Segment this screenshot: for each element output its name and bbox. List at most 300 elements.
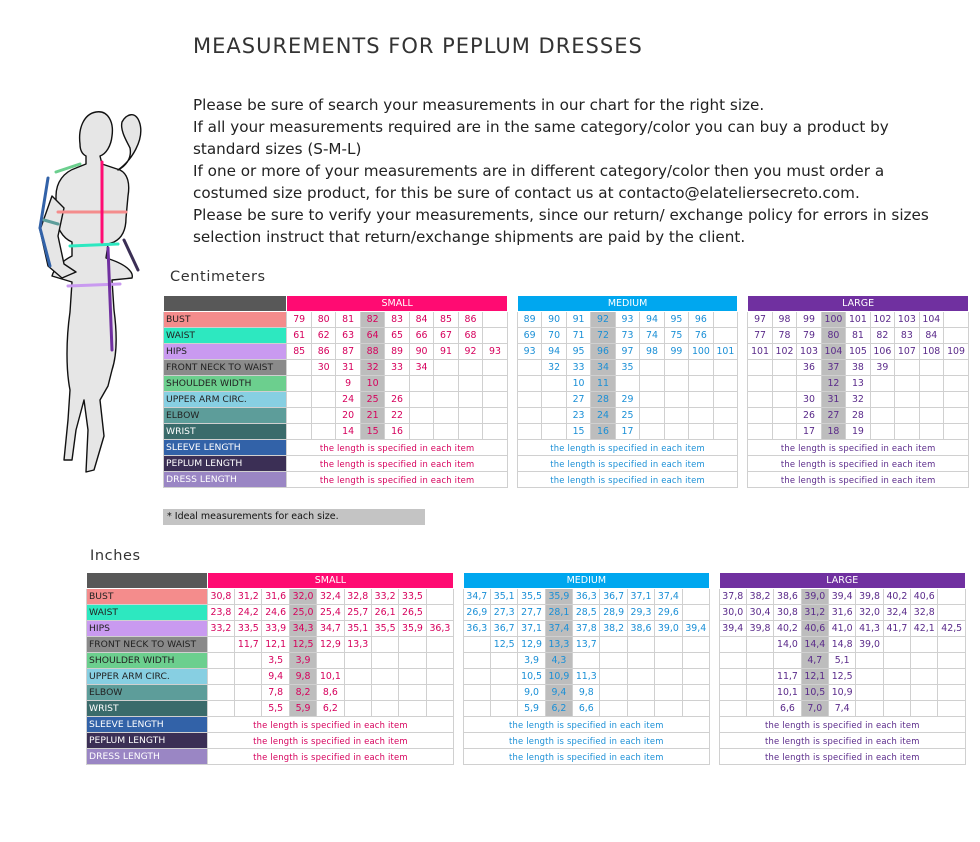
measurement-cell: 5,9: [289, 701, 316, 717]
measurement-cell: [748, 392, 772, 408]
table-row: [87, 637, 966, 653]
measurement-cell: 104: [919, 312, 943, 328]
measurement-cell: 36,3: [426, 621, 453, 637]
measurement-cell: [944, 376, 969, 392]
measurement-cell: 7,0: [801, 701, 828, 717]
measurement-cell: 27: [566, 392, 590, 408]
measurement-cell: 30,8: [774, 605, 801, 621]
measurement-cell: [713, 392, 738, 408]
measurement-cell: 86: [458, 312, 482, 328]
measurement-cell: [719, 653, 746, 669]
measurement-cell: [426, 669, 453, 685]
measurement-cell: 12,1: [262, 637, 289, 653]
intro-line-2: If all your measurements required are in the same category/color you can buy a product by standard sizes (S-M-L): [193, 118, 889, 158]
measurement-cell: 40,6: [911, 589, 938, 605]
measurement-cell: [399, 685, 426, 701]
measurement-cell: 74: [640, 328, 664, 344]
row-label: SHOULDER WIDTH: [87, 653, 208, 669]
measurement-cell: [600, 669, 627, 685]
measurement-cell: [870, 408, 894, 424]
measurement-cell: [399, 653, 426, 669]
measurement-cell: 41,7: [883, 621, 910, 637]
measurement-cell: [938, 701, 966, 717]
measurement-cell: 87: [336, 344, 360, 360]
measurement-cell: [615, 376, 639, 392]
measurement-cell: [682, 605, 709, 621]
measurement-cell: [207, 685, 234, 701]
measurement-cell: 35,9: [399, 621, 426, 637]
measurement-cell: [458, 360, 482, 376]
section-label-centimeters: Centimeters: [170, 269, 266, 285]
measurement-cell: 36,7: [600, 589, 627, 605]
measurement-cell: [371, 669, 398, 685]
measurement-cell: 97: [748, 312, 772, 328]
column-gap: [454, 637, 464, 653]
measurement-cell: 38,6: [774, 589, 801, 605]
measurement-cell: [600, 637, 627, 653]
measurement-cell: [207, 669, 234, 685]
measurement-cell: 102: [772, 344, 796, 360]
measurement-cell: 93: [517, 344, 541, 360]
measurement-cell: 79: [797, 328, 821, 344]
measurement-cell: 37,1: [627, 589, 654, 605]
measurement-cell: [235, 685, 262, 701]
measurement-cell: [463, 701, 490, 717]
measurement-cell: 97: [615, 344, 639, 360]
table-row: [87, 589, 966, 605]
measurement-cell: 39,4: [719, 621, 746, 637]
measurement-cell: [919, 360, 943, 376]
measurement-cell: [797, 376, 821, 392]
measurement-cell: [772, 392, 796, 408]
measurement-cell: 7,8: [262, 685, 289, 701]
table-row: [164, 424, 969, 440]
column-gap: [454, 589, 464, 605]
measurement-cell: 27: [821, 408, 845, 424]
measurement-cell: [235, 669, 262, 685]
body-figure-illustration: [22, 100, 172, 480]
row-label: WRIST: [87, 701, 208, 717]
measurement-cell: 32: [846, 392, 870, 408]
size-header-large: LARGE: [748, 296, 969, 312]
measurement-cell: [517, 376, 541, 392]
measurement-cell: 92: [591, 312, 615, 328]
measurement-cell: [287, 424, 311, 440]
table-row: [87, 669, 966, 685]
measurement-cell: 39,0: [655, 621, 682, 637]
measurement-cell: 35,1: [344, 621, 371, 637]
measurement-cell: 85: [434, 312, 458, 328]
measurement-cell: 69: [517, 328, 541, 344]
column-gap: [738, 296, 748, 312]
measurement-cell: [344, 669, 371, 685]
size-header-medium: MEDIUM: [517, 296, 737, 312]
measurement-cell: 9,4: [545, 685, 572, 701]
measurement-cell: 25,4: [317, 605, 344, 621]
measurement-cell: [627, 685, 654, 701]
measurement-cell: 6,6: [774, 701, 801, 717]
measurement-cell: 81: [336, 312, 360, 328]
measurement-cell: 42,5: [938, 621, 966, 637]
measurement-cell: [463, 637, 490, 653]
measurement-cell: [207, 701, 234, 717]
row-label: BUST: [87, 589, 208, 605]
column-gap: [738, 312, 748, 328]
measurement-cell: 31,6: [262, 589, 289, 605]
measurement-cell: 42,1: [911, 621, 938, 637]
measurement-cell: [938, 637, 966, 653]
measurement-cell: 31,2: [235, 589, 262, 605]
measurement-cell: [883, 669, 910, 685]
measurement-cell: [517, 392, 541, 408]
measurement-cell: [748, 424, 772, 440]
measurement-cell: [655, 653, 682, 669]
measurement-cell: [600, 653, 627, 669]
measurement-cell: 24: [336, 392, 360, 408]
measurement-cell: 84: [409, 312, 433, 328]
measurement-cell: [689, 424, 713, 440]
measurement-cell: [748, 408, 772, 424]
measurement-cell: 93: [615, 312, 639, 328]
measurement-cell: [713, 360, 738, 376]
measurement-cell: 8,2: [289, 685, 316, 701]
table-row: [164, 328, 969, 344]
measurement-cell: 33,2: [371, 589, 398, 605]
measurement-cell: 33,5: [235, 621, 262, 637]
column-gap: [710, 637, 720, 653]
measurement-cell: 100: [821, 312, 845, 328]
measurement-cell: [689, 360, 713, 376]
measurement-cell: 32: [542, 360, 566, 376]
measurement-cell: [911, 701, 938, 717]
column-gap: [454, 733, 464, 749]
measurement-cell: 100: [689, 344, 713, 360]
size-header-row: [87, 573, 966, 589]
measurement-cell: 89: [385, 344, 409, 360]
measurement-cell: [895, 360, 919, 376]
measurement-cell: 32: [360, 360, 384, 376]
column-gap: [710, 749, 720, 765]
table-row: [164, 312, 969, 328]
measurement-cell: 5,9: [518, 701, 545, 717]
measurement-cell: 37,8: [573, 621, 600, 637]
measurement-cell: 92: [458, 344, 482, 360]
measurement-cell: [426, 653, 453, 669]
measurement-cell: [655, 701, 682, 717]
measurement-cell: 103: [895, 312, 919, 328]
measurement-cell: 86: [311, 344, 335, 360]
measurement-cell: [463, 669, 490, 685]
measurement-cell: 94: [640, 312, 664, 328]
measurement-cell: 3,9: [289, 653, 316, 669]
measurement-cell: 81: [846, 328, 870, 344]
measurement-cell: 13: [846, 376, 870, 392]
table-row: [87, 717, 966, 733]
row-label: FRONT NECK TO WAIST: [87, 637, 208, 653]
measurement-cell: [627, 669, 654, 685]
row-label: FRONT NECK TO WAIST: [164, 360, 287, 376]
column-gap: [710, 589, 720, 605]
column-gap: [454, 669, 464, 685]
measurement-cell: [207, 653, 234, 669]
measurement-cell: 32,0: [856, 605, 883, 621]
measurement-cell: 103: [797, 344, 821, 360]
length-note: the length is specified in each item: [748, 440, 969, 456]
measurement-cell: 67: [434, 328, 458, 344]
measurement-cell: 33: [385, 360, 409, 376]
measurement-cell: [719, 669, 746, 685]
size-header-row: [164, 296, 969, 312]
row-label: SHOULDER WIDTH: [164, 376, 287, 392]
measurement-cell: 73: [615, 328, 639, 344]
measurement-cell: 35,1: [491, 589, 518, 605]
measurement-cell: 96: [591, 344, 615, 360]
measurement-cell: 35: [615, 360, 639, 376]
length-note: the length is specified in each item: [748, 456, 969, 472]
centimeters-table: [163, 295, 969, 488]
measurement-cell: [426, 605, 453, 621]
measurement-cell: 10,5: [518, 669, 545, 685]
row-label: WRIST: [164, 424, 287, 440]
column-gap: [710, 621, 720, 637]
measurement-cell: [682, 685, 709, 701]
measurement-cell: 4,3: [545, 653, 572, 669]
measurement-cell: [207, 637, 234, 653]
measurement-cell: [542, 408, 566, 424]
measurement-cell: 62: [311, 328, 335, 344]
measurement-cell: 40,2: [883, 589, 910, 605]
measurement-cell: 102: [870, 312, 894, 328]
measurement-cell: 98: [772, 312, 796, 328]
measurement-cell: [682, 589, 709, 605]
measurement-cell: 13,3: [344, 637, 371, 653]
measurement-cell: [542, 376, 566, 392]
row-label: PEPLUM LENGTH: [87, 733, 208, 749]
measurement-cell: [640, 408, 664, 424]
measurement-cell: 83: [385, 312, 409, 328]
measurement-cell: 15: [360, 424, 384, 440]
measurement-cell: 12,9: [518, 637, 545, 653]
measurement-cell: [542, 392, 566, 408]
length-note: the length is specified in each item: [748, 472, 969, 488]
measurement-cell: 85: [287, 344, 311, 360]
measurement-cell: 41,3: [856, 621, 883, 637]
measurement-cell: [463, 685, 490, 701]
length-note: the length is specified in each item: [517, 472, 737, 488]
measurement-cell: 72: [591, 328, 615, 344]
measurement-cell: 12,5: [289, 637, 316, 653]
measurement-cell: 76: [689, 328, 713, 344]
measurement-cell: 33,5: [399, 589, 426, 605]
measurement-cell: [483, 408, 508, 424]
measurement-cell: 39,8: [856, 589, 883, 605]
measurement-cell: 28,5: [573, 605, 600, 621]
measurement-cell: [655, 637, 682, 653]
measurement-cell: [517, 360, 541, 376]
header-corner: [164, 296, 287, 312]
measurement-cell: 5,1: [828, 653, 855, 669]
column-gap: [738, 360, 748, 376]
measurement-cell: 32,8: [911, 605, 938, 621]
measurement-cell: 11,3: [573, 669, 600, 685]
column-gap: [507, 344, 517, 360]
measurement-cell: [938, 685, 966, 701]
measurement-cell: [385, 376, 409, 392]
measurement-cell: [944, 392, 969, 408]
measurement-cell: 10,9: [828, 685, 855, 701]
measurement-cell: 24,6: [262, 605, 289, 621]
measurement-cell: 36,7: [491, 621, 518, 637]
measurement-cell: [311, 408, 335, 424]
measurement-cell: 33,9: [262, 621, 289, 637]
length-note: the length is specified in each item: [287, 440, 507, 456]
measurement-cell: 19: [846, 424, 870, 440]
row-label: UPPER ARM CIRC.: [87, 669, 208, 685]
measurement-cell: 16: [591, 424, 615, 440]
measurement-cell: [883, 637, 910, 653]
measurement-cell: 13,7: [573, 637, 600, 653]
measurement-cell: 90: [409, 344, 433, 360]
length-note: the length is specified in each item: [463, 749, 709, 765]
length-note: the length is specified in each item: [719, 717, 965, 733]
measurement-cell: [434, 376, 458, 392]
length-note: the length is specified in each item: [207, 749, 453, 765]
measurement-cell: [640, 376, 664, 392]
measurement-cell: 14: [336, 424, 360, 440]
measurement-cell: 28: [846, 408, 870, 424]
measurement-cell: 105: [846, 344, 870, 360]
measurement-cell: [856, 653, 883, 669]
measurement-cell: 11,7: [774, 669, 801, 685]
measurement-cell: [883, 653, 910, 669]
measurement-cell: 37,4: [545, 621, 572, 637]
column-gap: [507, 360, 517, 376]
measurement-cell: [600, 685, 627, 701]
measurement-cell: 14,8: [828, 637, 855, 653]
length-note: the length is specified in each item: [463, 733, 709, 749]
measurement-cell: 12,1: [801, 669, 828, 685]
measurement-cell: [600, 701, 627, 717]
measurement-cell: [434, 360, 458, 376]
measurement-cell: 109: [944, 344, 969, 360]
measurement-cell: 10: [566, 376, 590, 392]
row-label: ELBOW: [164, 408, 287, 424]
measurement-cell: 28,1: [545, 605, 572, 621]
row-label: ELBOW: [87, 685, 208, 701]
measurement-cell: 89: [517, 312, 541, 328]
intro-line-1: Please be sure of search your measurements in our chart for the right size.: [193, 96, 765, 114]
table-row: [164, 408, 969, 424]
measurement-cell: [287, 376, 311, 392]
measurement-cell: 8,6: [317, 685, 344, 701]
column-gap: [507, 472, 517, 488]
measurement-cell: 37,8: [719, 589, 746, 605]
measurement-cell: [856, 701, 883, 717]
column-gap: [507, 376, 517, 392]
measurement-cell: 30: [797, 392, 821, 408]
length-note: the length is specified in each item: [517, 456, 737, 472]
measurement-cell: 34,7: [317, 621, 344, 637]
size-header-small: SMALL: [207, 573, 453, 589]
measurement-cell: [911, 637, 938, 653]
measurement-cell: 39,4: [828, 589, 855, 605]
measurement-cell: [938, 605, 966, 621]
measurement-cell: 99: [797, 312, 821, 328]
measurement-cell: 68: [458, 328, 482, 344]
measurement-cell: [458, 392, 482, 408]
measurement-cell: [344, 685, 371, 701]
measurement-cell: 35,9: [545, 589, 572, 605]
measurement-cell: 6,2: [545, 701, 572, 717]
measurement-cell: [911, 685, 938, 701]
measurement-cell: 40,6: [801, 621, 828, 637]
measurement-cell: [682, 637, 709, 653]
measurement-cell: 23,8: [207, 605, 234, 621]
measurement-cell: 36: [797, 360, 821, 376]
column-gap: [507, 424, 517, 440]
measurement-cell: 40,2: [774, 621, 801, 637]
measurement-cell: 20: [336, 408, 360, 424]
measurement-cell: [409, 424, 433, 440]
measurement-cell: [542, 424, 566, 440]
measurement-cell: 5,5: [262, 701, 289, 717]
column-gap: [738, 328, 748, 344]
measurement-cell: 101: [846, 312, 870, 328]
measurement-cell: [746, 637, 773, 653]
measurement-cell: 91: [434, 344, 458, 360]
column-gap: [507, 312, 517, 328]
measurement-cell: [895, 376, 919, 392]
size-header-small: SMALL: [287, 296, 507, 312]
measurement-cell: [772, 376, 796, 392]
measurement-cell: 88: [360, 344, 384, 360]
page-title: MEASUREMENTS FOR PEPLUM DRESSES: [193, 34, 643, 58]
measurement-cell: [746, 669, 773, 685]
measurement-cell: [713, 424, 738, 440]
measurement-cell: [371, 701, 398, 717]
measurement-cell: 28,9: [600, 605, 627, 621]
column-gap: [738, 376, 748, 392]
measurement-cell: [719, 637, 746, 653]
measurement-cell: [689, 408, 713, 424]
column-gap: [738, 456, 748, 472]
measurement-cell: 6,2: [317, 701, 344, 717]
intro-line-4: Please be sure to verify your measurements, since our return/ exchange policy for errors in sizes selection instruct that return/exchange shipments are paid by the client.: [193, 206, 929, 246]
measurement-cell: 98: [640, 344, 664, 360]
measurement-cell: [371, 653, 398, 669]
column-gap: [507, 408, 517, 424]
column-gap: [454, 717, 464, 733]
measurement-cell: 10,1: [317, 669, 344, 685]
measurement-cell: 28: [591, 392, 615, 408]
table-row: [87, 733, 966, 749]
measurement-cell: [713, 376, 738, 392]
measurement-cell: [719, 701, 746, 717]
measurement-cell: [399, 701, 426, 717]
measurement-cell: 71: [566, 328, 590, 344]
table-row: [87, 685, 966, 701]
measurement-cell: [919, 424, 943, 440]
table-row: [164, 376, 969, 392]
measurement-cell: [919, 376, 943, 392]
length-note: the length is specified in each item: [287, 472, 507, 488]
measurement-cell: [655, 669, 682, 685]
length-note: the length is specified in each item: [517, 440, 737, 456]
measurement-cell: 33,2: [207, 621, 234, 637]
measurement-cell: 31: [821, 392, 845, 408]
measurement-cell: 39,8: [746, 621, 773, 637]
measurement-cell: 23: [566, 408, 590, 424]
